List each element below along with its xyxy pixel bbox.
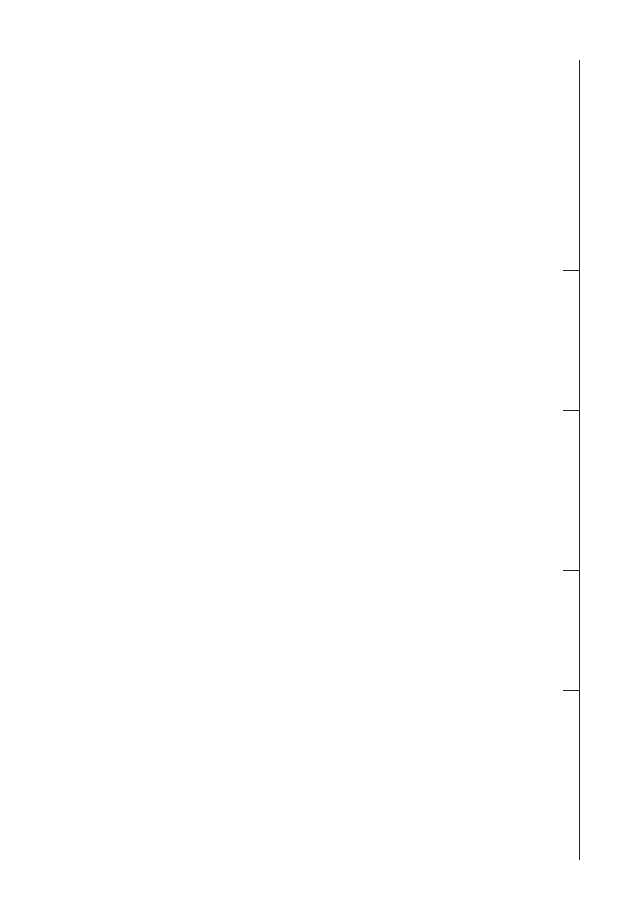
rotated-table (100, 60, 580, 860)
header-element (563, 60, 579, 270)
header-mn (563, 690, 579, 730)
header-description (563, 270, 579, 410)
header-type-description (563, 570, 579, 690)
header-type (563, 410, 579, 570)
table-header (563, 60, 580, 860)
